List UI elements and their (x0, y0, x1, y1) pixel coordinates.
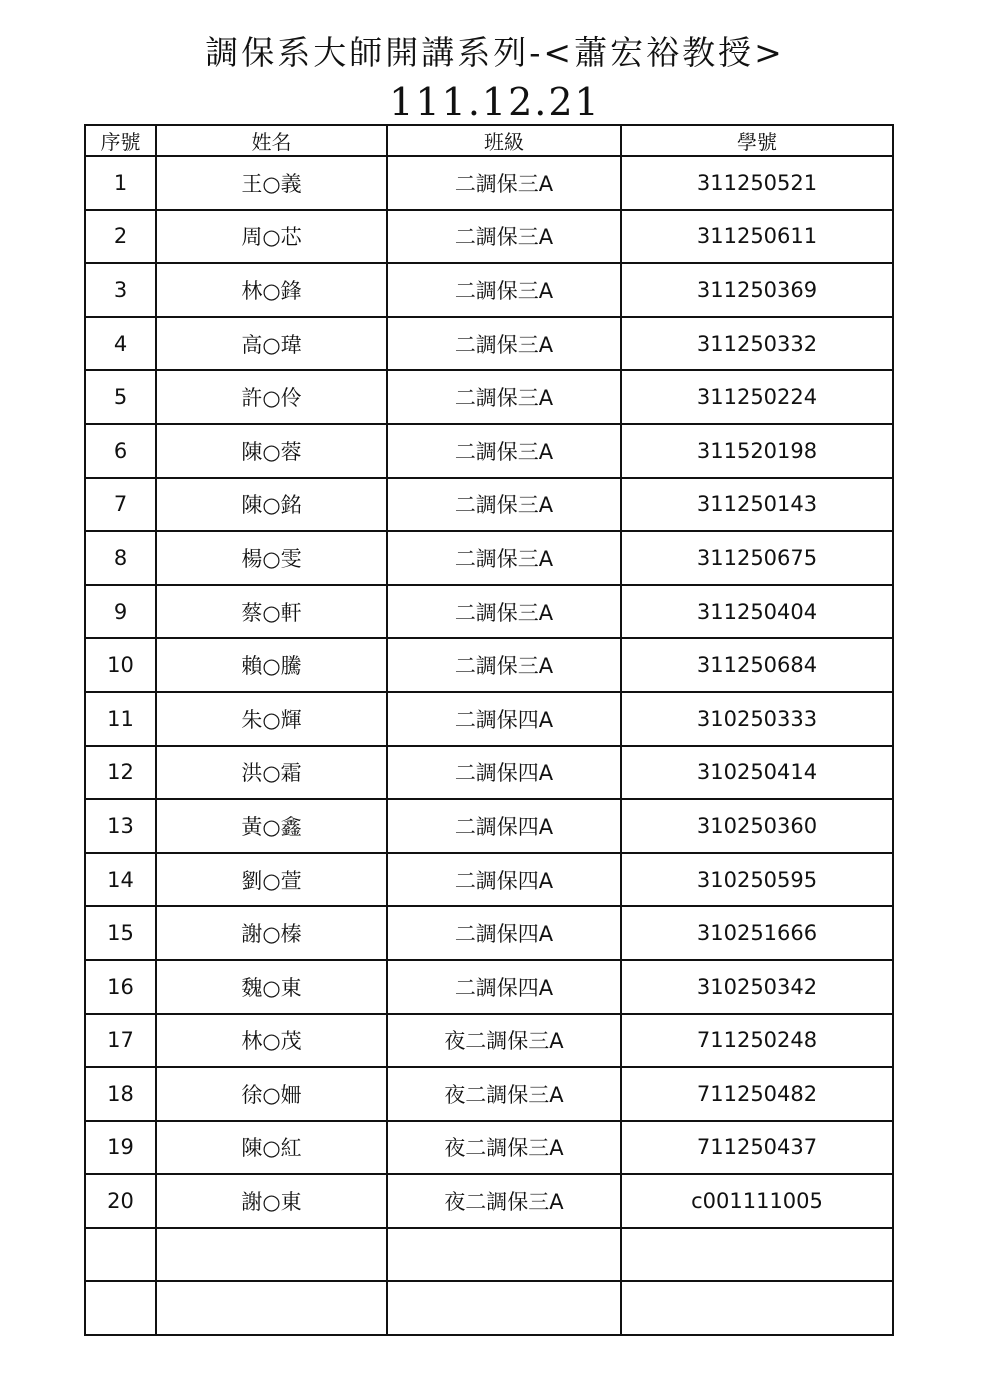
attendance-table (84, 124, 894, 1336)
table-row (85, 370, 893, 424)
cell-class: 二調保三A (387, 585, 621, 639)
cell-serial-number: 20 (85, 1174, 156, 1228)
cell-class: 二調保四A (387, 746, 621, 800)
header-name: 姓名 (156, 125, 387, 156)
table-row (85, 1228, 893, 1282)
cell-name: 林○鋒 (156, 263, 387, 317)
table-row (85, 263, 893, 317)
cell-class: 二調保三A (387, 638, 621, 692)
cell-name: 陳○蓉 (156, 424, 387, 478)
cell-class (387, 1281, 621, 1335)
cell-class: 二調保三A (387, 370, 621, 424)
cell-student-id: 311250684 (621, 638, 893, 692)
cell-class: 夜二調保三A (387, 1174, 621, 1228)
cell-serial-number: 9 (85, 585, 156, 639)
cell-name: 徐○姍 (156, 1067, 387, 1121)
cell-serial-number: 7 (85, 478, 156, 532)
cell-serial-number: 3 (85, 263, 156, 317)
cell-class (387, 1228, 621, 1282)
cell-student-id: 311250224 (621, 370, 893, 424)
cell-class: 二調保三A (387, 424, 621, 478)
cell-student-id: 711250437 (621, 1121, 893, 1175)
cell-name: 陳○紅 (156, 1121, 387, 1175)
cell-serial-number: 11 (85, 692, 156, 746)
header-serial-number: 序號 (85, 125, 156, 156)
cell-student-id: 310250342 (621, 960, 893, 1014)
cell-student-id: 311520198 (621, 424, 893, 478)
cell-class: 二調保三A (387, 210, 621, 264)
cell-name: 謝○榛 (156, 906, 387, 960)
table-row (85, 906, 893, 960)
cell-name: 陳○銘 (156, 478, 387, 532)
cell-serial-number: 10 (85, 638, 156, 692)
table-row (85, 1014, 893, 1068)
cell-student-id: 311250521 (621, 156, 893, 210)
cell-student-id: 311250611 (621, 210, 893, 264)
table-row (85, 1067, 893, 1121)
table-row (85, 799, 893, 853)
cell-name: 賴○騰 (156, 638, 387, 692)
cell-serial-number: 1 (85, 156, 156, 210)
table-body (85, 156, 893, 1335)
table-row (85, 1281, 893, 1335)
cell-class: 二調保三A (387, 156, 621, 210)
cell-serial-number (85, 1281, 156, 1335)
table-row (85, 746, 893, 800)
cell-name: 楊○雯 (156, 531, 387, 585)
cell-name: 洪○霜 (156, 746, 387, 800)
cell-student-id: 310250414 (621, 746, 893, 800)
cell-name: 高○瑋 (156, 317, 387, 371)
cell-name: 蔡○軒 (156, 585, 387, 639)
cell-name: 謝○東 (156, 1174, 387, 1228)
cell-name: 魏○東 (156, 960, 387, 1014)
cell-class: 二調保三A (387, 317, 621, 371)
table-row (85, 692, 893, 746)
cell-student-id: 711250248 (621, 1014, 893, 1068)
cell-student-id: c001111005 (621, 1174, 893, 1228)
cell-student-id: 311250332 (621, 317, 893, 371)
cell-class: 二調保四A (387, 853, 621, 907)
cell-class: 夜二調保三A (387, 1014, 621, 1068)
cell-serial-number: 16 (85, 960, 156, 1014)
cell-serial-number: 14 (85, 853, 156, 907)
cell-name: 王○義 (156, 156, 387, 210)
cell-serial-number: 2 (85, 210, 156, 264)
cell-serial-number (85, 1228, 156, 1282)
cell-serial-number: 6 (85, 424, 156, 478)
cell-student-id (621, 1228, 893, 1282)
cell-class: 二調保三A (387, 531, 621, 585)
cell-class: 二調保四A (387, 799, 621, 853)
cell-serial-number: 8 (85, 531, 156, 585)
table-row (85, 317, 893, 371)
cell-name: 劉○萱 (156, 853, 387, 907)
event-date: 111.12.21 (389, 80, 601, 124)
cell-class: 二調保四A (387, 960, 621, 1014)
cell-class: 二調保四A (387, 906, 621, 960)
cell-serial-number: 19 (85, 1121, 156, 1175)
cell-class: 夜二調保三A (387, 1067, 621, 1121)
cell-student-id: 310250595 (621, 853, 893, 907)
cell-serial-number: 4 (85, 317, 156, 371)
table-row (85, 531, 893, 585)
cell-class: 二調保三A (387, 478, 621, 532)
cell-name: 許○伶 (156, 370, 387, 424)
cell-serial-number: 15 (85, 906, 156, 960)
cell-student-id: 311250675 (621, 531, 893, 585)
cell-student-id: 310251666 (621, 906, 893, 960)
cell-student-id: 310250333 (621, 692, 893, 746)
cell-student-id: 711250482 (621, 1067, 893, 1121)
table-row (85, 210, 893, 264)
table-row (85, 853, 893, 907)
cell-class: 夜二調保三A (387, 1121, 621, 1175)
cell-serial-number: 17 (85, 1014, 156, 1068)
table-row (85, 424, 893, 478)
page-title: 調保系大師開講系列-<蕭宏裕教授> (205, 33, 785, 72)
cell-name: 朱○輝 (156, 692, 387, 746)
table-row (85, 585, 893, 639)
cell-student-id (621, 1281, 893, 1335)
header-class: 班級 (387, 125, 621, 156)
cell-serial-number: 18 (85, 1067, 156, 1121)
cell-name (156, 1281, 387, 1335)
cell-serial-number: 13 (85, 799, 156, 853)
table-row (85, 1121, 893, 1175)
table-row (85, 1174, 893, 1228)
cell-serial-number: 5 (85, 370, 156, 424)
cell-class: 二調保三A (387, 263, 621, 317)
cell-student-id: 311250143 (621, 478, 893, 532)
cell-student-id: 310250360 (621, 799, 893, 853)
cell-name (156, 1228, 387, 1282)
table-row (85, 638, 893, 692)
table-header-row (85, 125, 893, 156)
cell-student-id: 311250369 (621, 263, 893, 317)
cell-name: 林○茂 (156, 1014, 387, 1068)
table-row (85, 156, 893, 210)
cell-name: 黃○鑫 (156, 799, 387, 853)
table-row (85, 478, 893, 532)
cell-name: 周○芯 (156, 210, 387, 264)
cell-class: 二調保四A (387, 692, 621, 746)
table-row (85, 960, 893, 1014)
header-student-id: 學號 (621, 125, 893, 156)
cell-serial-number: 12 (85, 746, 156, 800)
cell-student-id: 311250404 (621, 585, 893, 639)
